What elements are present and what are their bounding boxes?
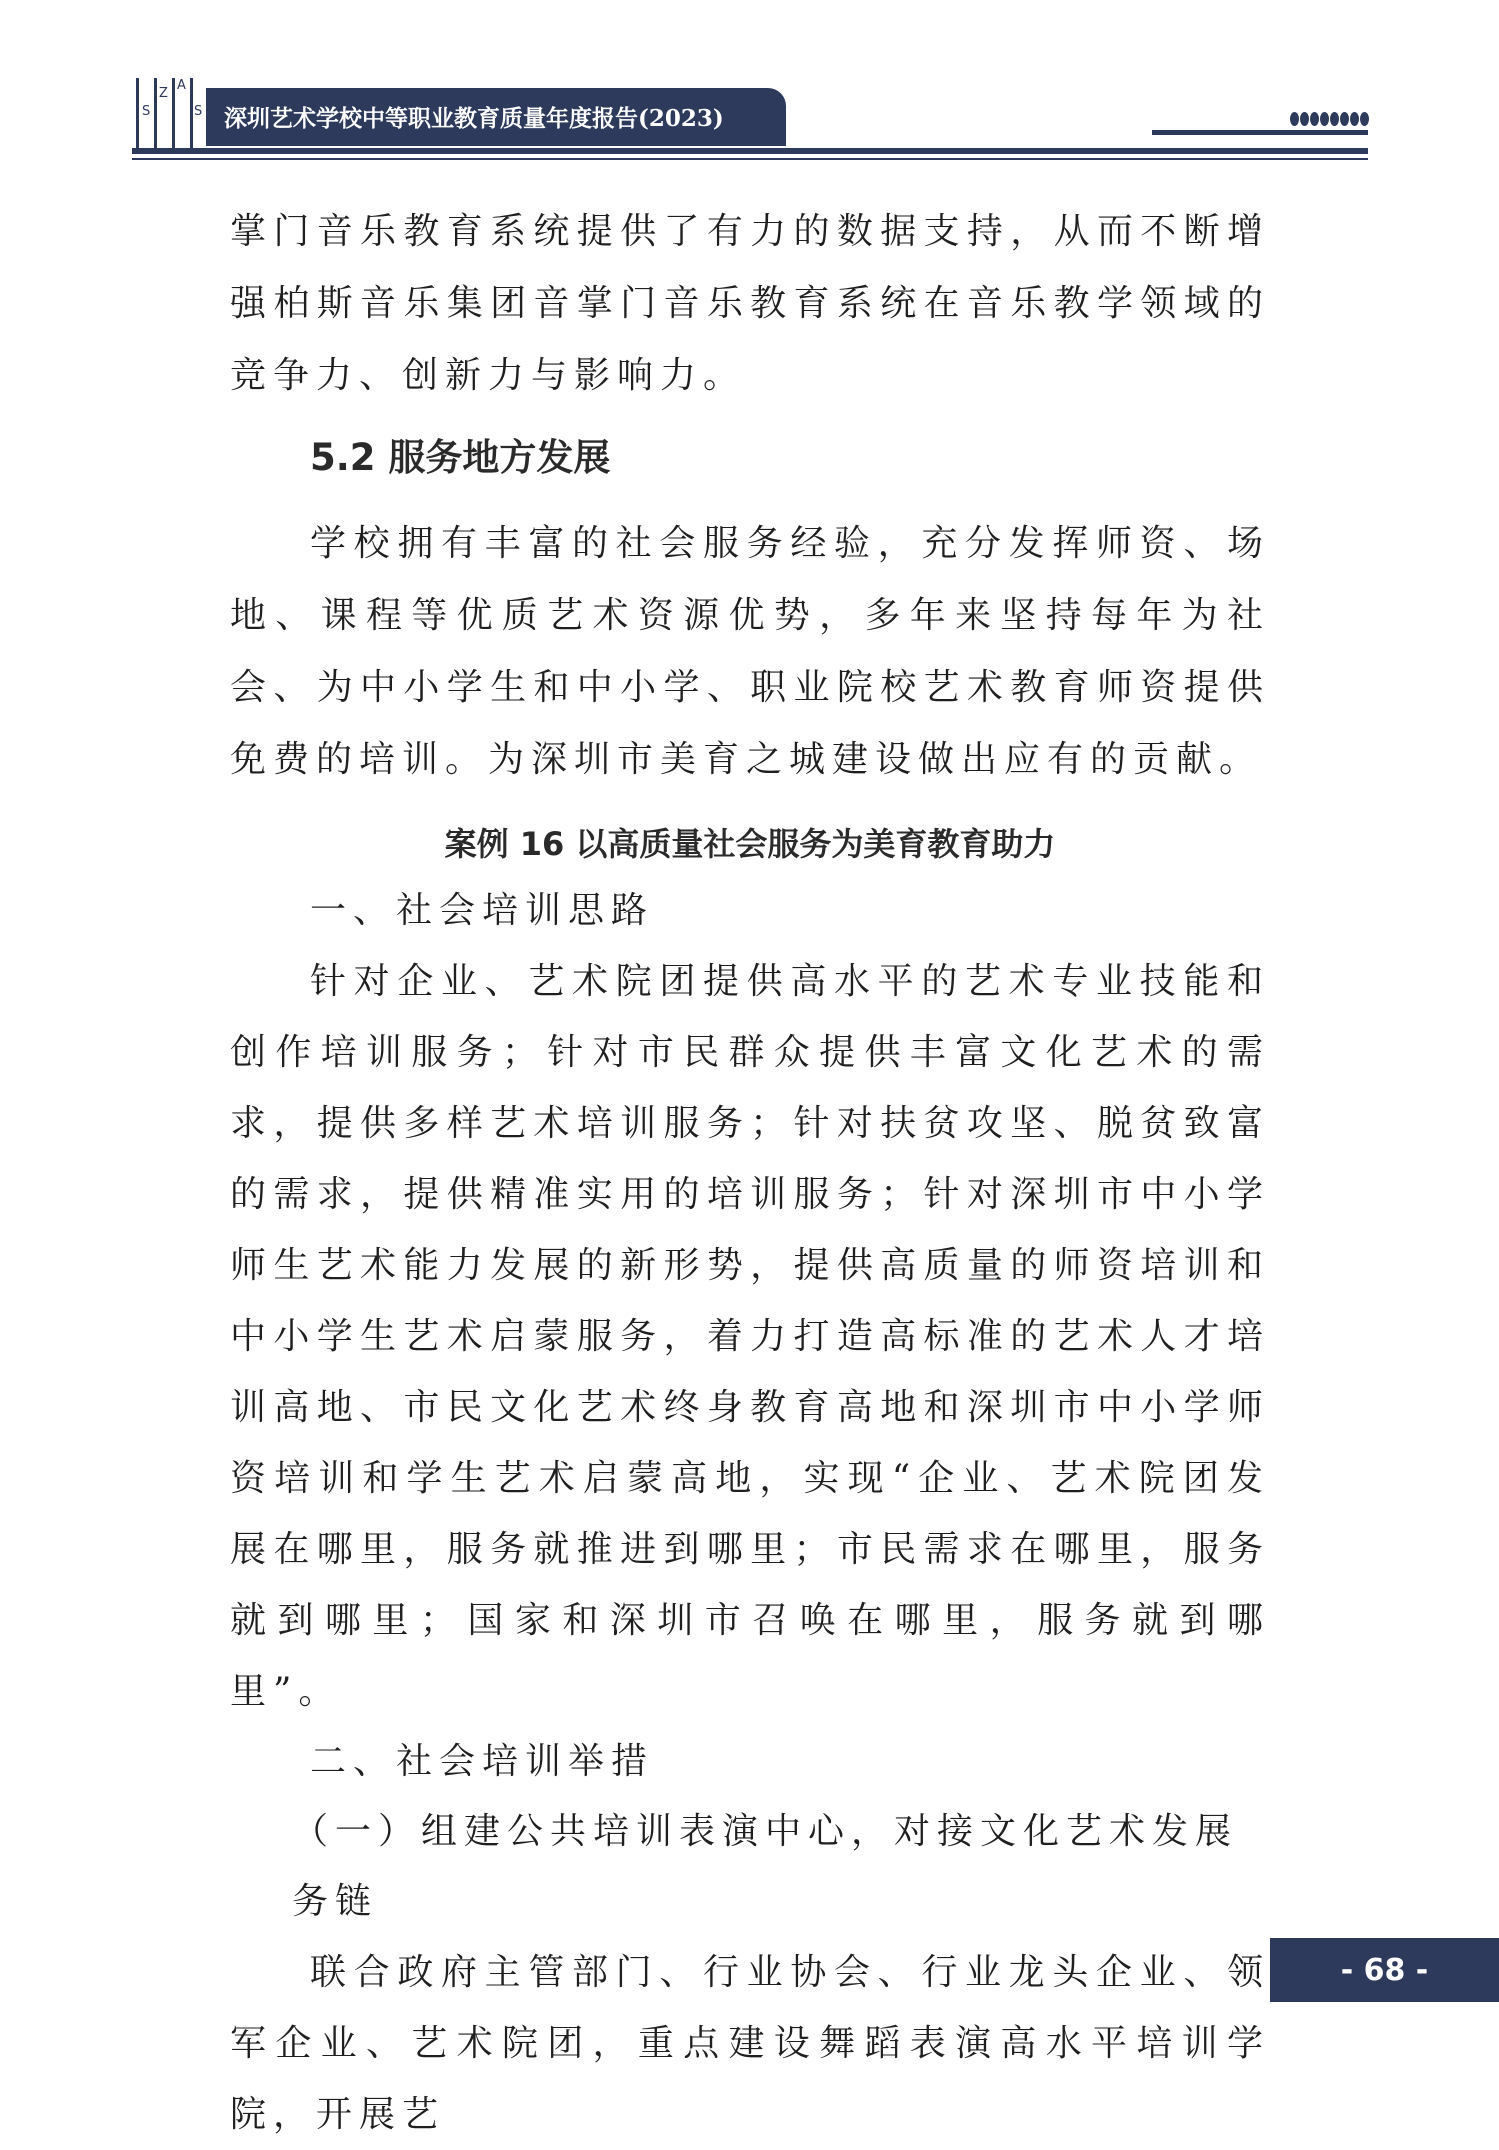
school-logo: [136, 78, 203, 150]
page-header: [0, 0, 1499, 180]
header-rule-thin: [132, 158, 1368, 160]
subheading-measure-1: （一）组建公共培训表演中心，对接文化艺术发展务链: [292, 1811, 1239, 1922]
case-title: 案例 16 以高质量社会服务为美育教育助力: [444, 825, 1056, 863]
subheading-training-idea: 一、社会培训思路: [310, 890, 655, 931]
header-rule-thick: [132, 148, 1368, 154]
logo-letter: S: [142, 104, 151, 119]
logo-letter: Z: [159, 86, 168, 101]
page-number: - 68 -: [1270, 1938, 1499, 2002]
paragraph-training-idea: 针对企业、艺术院团提供高水平的艺术专业技能和创作培训服务；针对市民群众提供丰富文化艺术的需求，提供多样艺术培训服务；针对扶贫攻坚、脱贫致富的需求，提供精准实用的培训服务；针对深圳市中小学师生艺术能力发展的新形势，提供高质量的师资培训和中小学生艺术启蒙服务，着力打造高标准的艺术人才培训高地、市民文化艺术终身教育高地和深圳市中小学师资培训和学生艺术启蒙高地，实现“企业、艺术院团发展在哪里，服务就推进到哪里；市民需求在哪里，服务就到哪里；国家和深圳市召唤在哪里，服务就到哪里”。: [230, 961, 1270, 1712]
paragraph-continued: 掌门音乐教育系统提供了有力的数据支持，从而不断增强柏斯音乐集团音掌门音乐教育系统在音乐教学领域的竞争力、创新力与影响力。: [230, 211, 1270, 396]
paragraph-service: 学校拥有丰富的社会服务经验，充分发挥师资、场地、课程等优质艺术资源优势，多年来坚持每年为社会、为中小学生和中小学、职业院校艺术教育师资提供免费的培训。为深圳市美育之城建设做出应有的贡献。: [230, 523, 1270, 780]
header-accent-line: [1152, 130, 1368, 135]
subheading-training-measures: 二、社会培训举措: [310, 1741, 655, 1782]
page-content: [230, 196, 1270, 2150]
decorative-dots: [1290, 112, 1370, 128]
section-heading: 5.2 服务地方发展: [310, 436, 611, 479]
logo-letter: S: [194, 104, 203, 119]
header-title-bar: [206, 88, 786, 146]
logo-letter: A: [177, 78, 186, 93]
report-title: 深圳艺术学校中等职业教育质量年度报告(2023): [224, 105, 724, 132]
paragraph-measure: 联合政府主管部门、行业协会、行业龙头企业、领军企业、艺术院团，重点建设舞蹈表演高水平培训学院，开展艺: [230, 1952, 1270, 2135]
